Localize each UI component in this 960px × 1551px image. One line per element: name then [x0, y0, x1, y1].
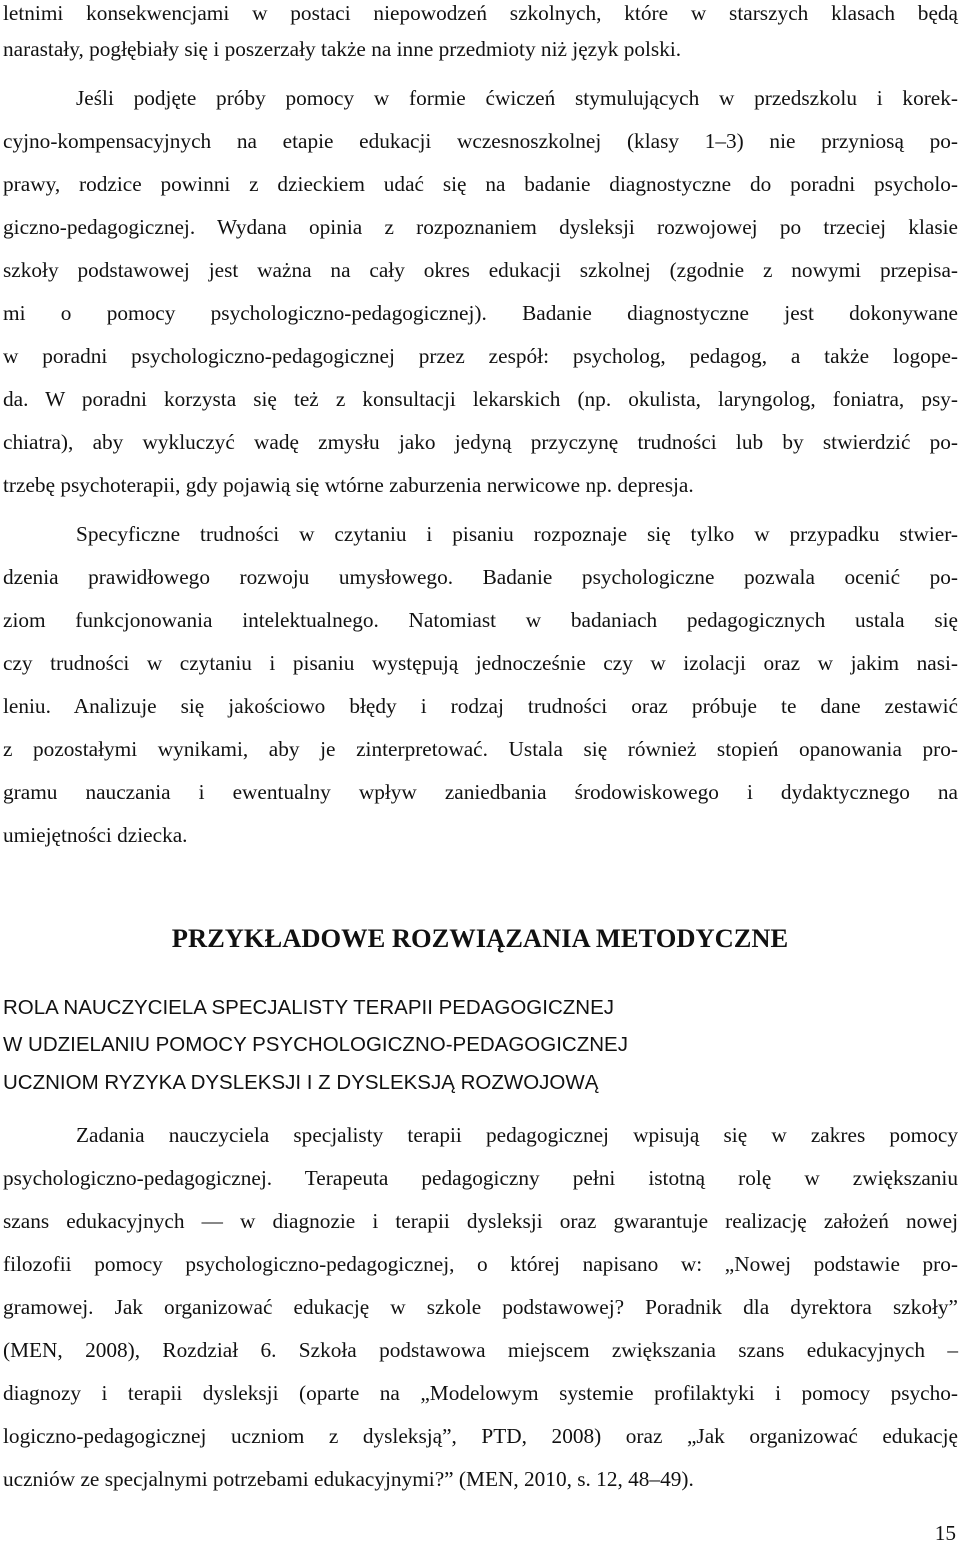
text-line: logiczno-pedagogicznej uczniom z dysleksją”, PTD, 2008) oraz „Jak organizować edukację — [3, 1424, 958, 1448]
text-line: uczniów ze specjalnymi potrzebami edukacyjnymi?” (MEN, 2010, s. 12, 48–49). — [3, 1467, 694, 1491]
page-number: 15 — [934, 1521, 956, 1545]
text-line: trzebę psychoterapii, gdy pojawią się wtórne zaburzenia nerwicowe np. depresja. — [3, 473, 694, 497]
text-line: Jeśli podjęte próby pomocy w formie ćwiczeń stymulujących w przedszkolu i korek- — [76, 86, 958, 110]
text-line: szkoły podstawowej jest ważna na cały okres edukacji szkolnej (zgodnie z nowymi przepisa- — [3, 258, 958, 282]
text-line: letnimi konsekwencjami w postaci niepowodzeń szkolnych, które w starszych klasach będą — [3, 1, 958, 25]
text-line: czy trudności w czytaniu i pisaniu występują jednocześnie czy w izolacji oraz w jakim nasi- — [3, 651, 958, 675]
text-line: Zadania nauczyciela specjalisty terapii pedagogicznej wpisują się w zakres pomocy — [76, 1123, 958, 1147]
text-line: cyjno-kompensacyjnych na etapie edukacji wczesnoszkolnej (klasy 1–3) nie przyniosą po- — [3, 129, 958, 153]
text-line: narastały, pogłębiały się i poszerzały także na inne przedmioty niż język polski. — [3, 37, 682, 61]
text-line: z pozostałymi wynikami, aby je zinterpretować. Ustala się również stopień opanowania pro- — [3, 737, 958, 761]
text-line: Specyficzne trudności w czytaniu i pisaniu rozpoznaje się tylko w przypadku stwier- — [76, 522, 958, 546]
text-line: da. W poradni korzysta się też z konsultacji lekarskich (np. okulista, laryngolog, foniatra, psy- — [3, 387, 958, 411]
text-line: w poradni psychologiczno-pedagogicznej przez zespół: psycholog, pedagog, a także logope- — [3, 344, 958, 368]
text-line: chiatra), aby wykluczyć wadę zmysłu jako jedyną przyczynę trudności lub by stwierdzić po- — [3, 430, 958, 454]
text-line: filozofii pomocy psychologiczno-pedagogicznej, o której napisano w: „Nowej podstawie pro- — [3, 1252, 958, 1276]
text-line: gramu nauczania i ewentualny wpływ zaniedbania środowiskowego i dydaktycznego na — [3, 780, 958, 804]
text-line: (MEN, 2008), Rozdział 6. Szkoła podstawowa miejscem zwiększania szans edukacyjnych – — [3, 1338, 958, 1362]
text-line: ziom funkcjonowania intelektualnego. Natomiast w badaniach pedagogicznych ustala się — [3, 608, 958, 632]
subheading-line: UCZNIOM RYZYKA DYSLEKSJI I Z DYSLEKSJĄ ROZWOJOWĄ — [3, 1071, 599, 1094]
subheading-line: ROLA NAUCZYCIELA SPECJALISTY TERAPII PEDAGOGICZNEJ — [3, 996, 614, 1019]
text-line: gramowej. Jak organizować edukację w szkole podstawowej? Poradnik dla dyrektora szkoły” — [3, 1295, 958, 1319]
text-line: dzenia prawidłowego rozwoju umysłowego. Badanie psychologiczne pozwala ocenić po- — [3, 565, 958, 589]
section-heading: PRZYKŁADOWE ROZWIĄZANIA METODYCZNE — [171, 923, 789, 953]
text-line: mi o pomocy psychologiczno-pedagogicznej). Badanie diagnostyczne jest dokonywane — [3, 301, 958, 325]
text-line: psychologiczno-pedagogicznej. Terapeuta pedagogiczny pełni istotną rolę w zwiększaniu — [3, 1166, 958, 1190]
text-line: umiejętności dziecka. — [3, 823, 188, 847]
text-line: giczno-pedagogicznej. Wydana opinia z rozpoznaniem dysleksji rozwojowej po trzeciej klasie — [3, 215, 958, 239]
subheading-line: W UDZIELANIU POMOCY PSYCHOLOGICZNO-PEDAGOGICZNEJ — [3, 1033, 628, 1056]
text-line: leniu. Analizuje się jakościowo błędy i rodzaj trudności oraz próbuje te dane zestawić — [3, 694, 958, 718]
text-line: szans edukacyjnych — w diagnozie i terapii dysleksji oraz gwarantuje realizację założeń nowej — [3, 1209, 958, 1233]
text-line: prawy, rodzice powinni z dzieckiem udać się na badanie diagnostyczne do poradni psycholo- — [3, 172, 958, 196]
text-line: diagnozy i terapii dysleksji (oparte na „Modelowym systemie profilaktyki i pomocy psycho- — [3, 1381, 958, 1405]
